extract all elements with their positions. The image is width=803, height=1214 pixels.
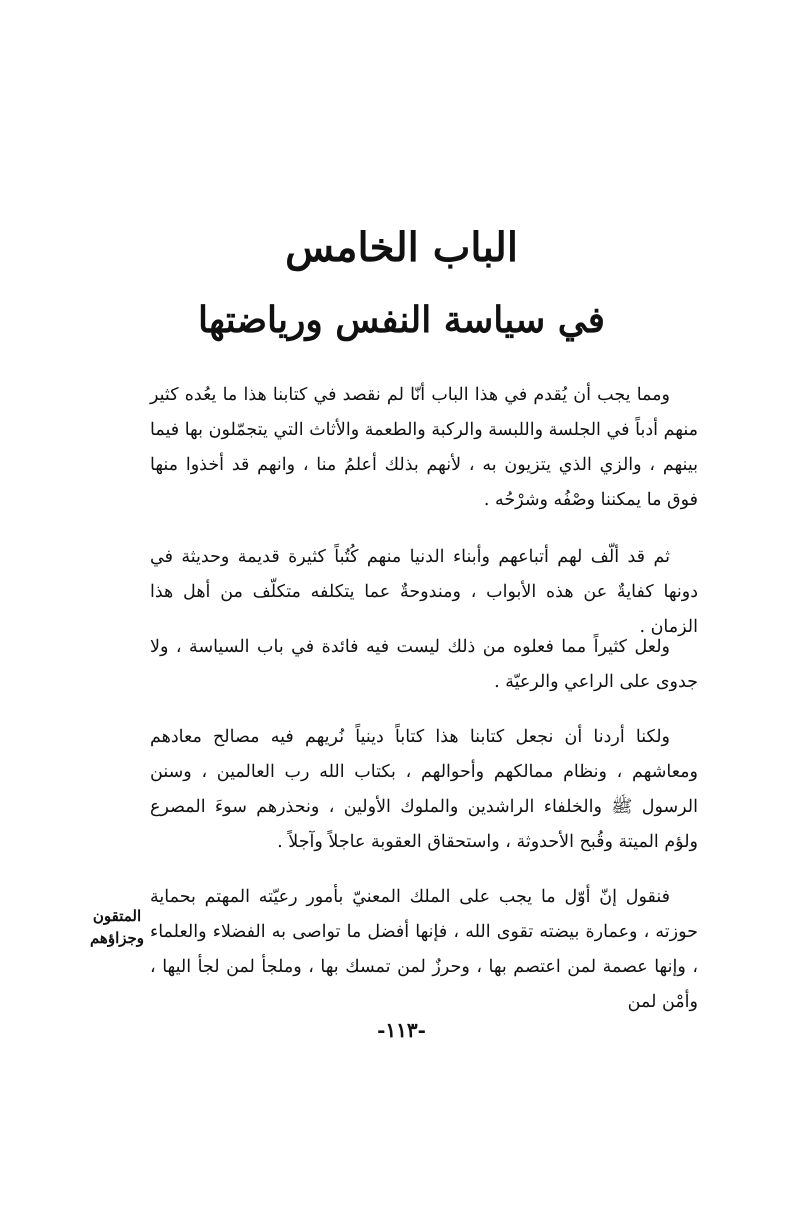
paragraph-text: ولعل كثيراً مما فعلوه من ذلك ليست فيه فائدة في باب السياسة ، ولا جدوى على الراعي والرعيّة . <box>150 637 698 692</box>
paragraph-text: ومما يجب أن يُقدم في هذا الباب أنّا لم نقصد في كتابنا هذا ما يعُده كثير منهم أدباً في الجلسة واللبسة والركبة والطعمة والأثاث التي يتجمّلون بها فيما بينهم ، والزي الذي يتزيون به ، لأنهم بذلك أعلمُ منا ، وانهم قد أخذوا منها فوق ما يمكننا وصْفُه وشرْحُه . <box>150 385 698 510</box>
paragraph-4 <box>150 720 698 860</box>
paragraph-text: فنقول إنّ أوّل ما يجب على الملك المعنيّ بأمور رعيّته المهتم بحماية حوزته ، وعمارة بيضته تقوى الله ، فإنها أفضل ما تواصى به الفضلاء والعلماء ، وإنها عصمة لمن اعتصم بها ، وحرزٌ لمن تمسك بها ، وملجأ لمن لجأ اليها ، وأمْن لمن <box>150 887 698 1012</box>
chapter-subtitle: في سياسة النفس ورياضتها <box>198 299 605 341</box>
margin-note-line-2: وجزاؤهم <box>89 929 145 947</box>
paragraph-text: ولكنا أردنا أن نجعل كتابنا هذا كتاباً دينياً نُريهم فيه مصالح معادهم ومعاشهم ، ونظام ممالكهم وأحوالهم ، بكتاب الله رب العالمين ، وسنن الرسول ﷺ والخلفاء الراشدين والملوك الأولين ، ونحذرهم سوءَ المصرع ولؤم الميتة وقُبح الأحدوثة ، واستحقاق العقوبة عاجلاً وآجلاً . <box>150 727 698 852</box>
margin-note-line-1: المتقون <box>92 907 142 925</box>
paragraph-1 <box>150 378 698 518</box>
paragraph-text: ثم قد ألّف لهم أتباعهم وأبناء الدنيا منهم كُتُباً كثيرة قديمة وحديثة في دونها كفايةٌ عن هذه الأبواب ، ومندوحةٌ عما يتكلفه متكلّف من أهل هذا الزمان . <box>150 547 698 637</box>
chapter-title: الباب الخامس <box>285 224 518 271</box>
paragraph-5 <box>150 880 698 1020</box>
page-number: -١١٣- <box>377 1018 426 1042</box>
margin-note <box>86 905 148 949</box>
paragraph-3 <box>150 630 698 700</box>
